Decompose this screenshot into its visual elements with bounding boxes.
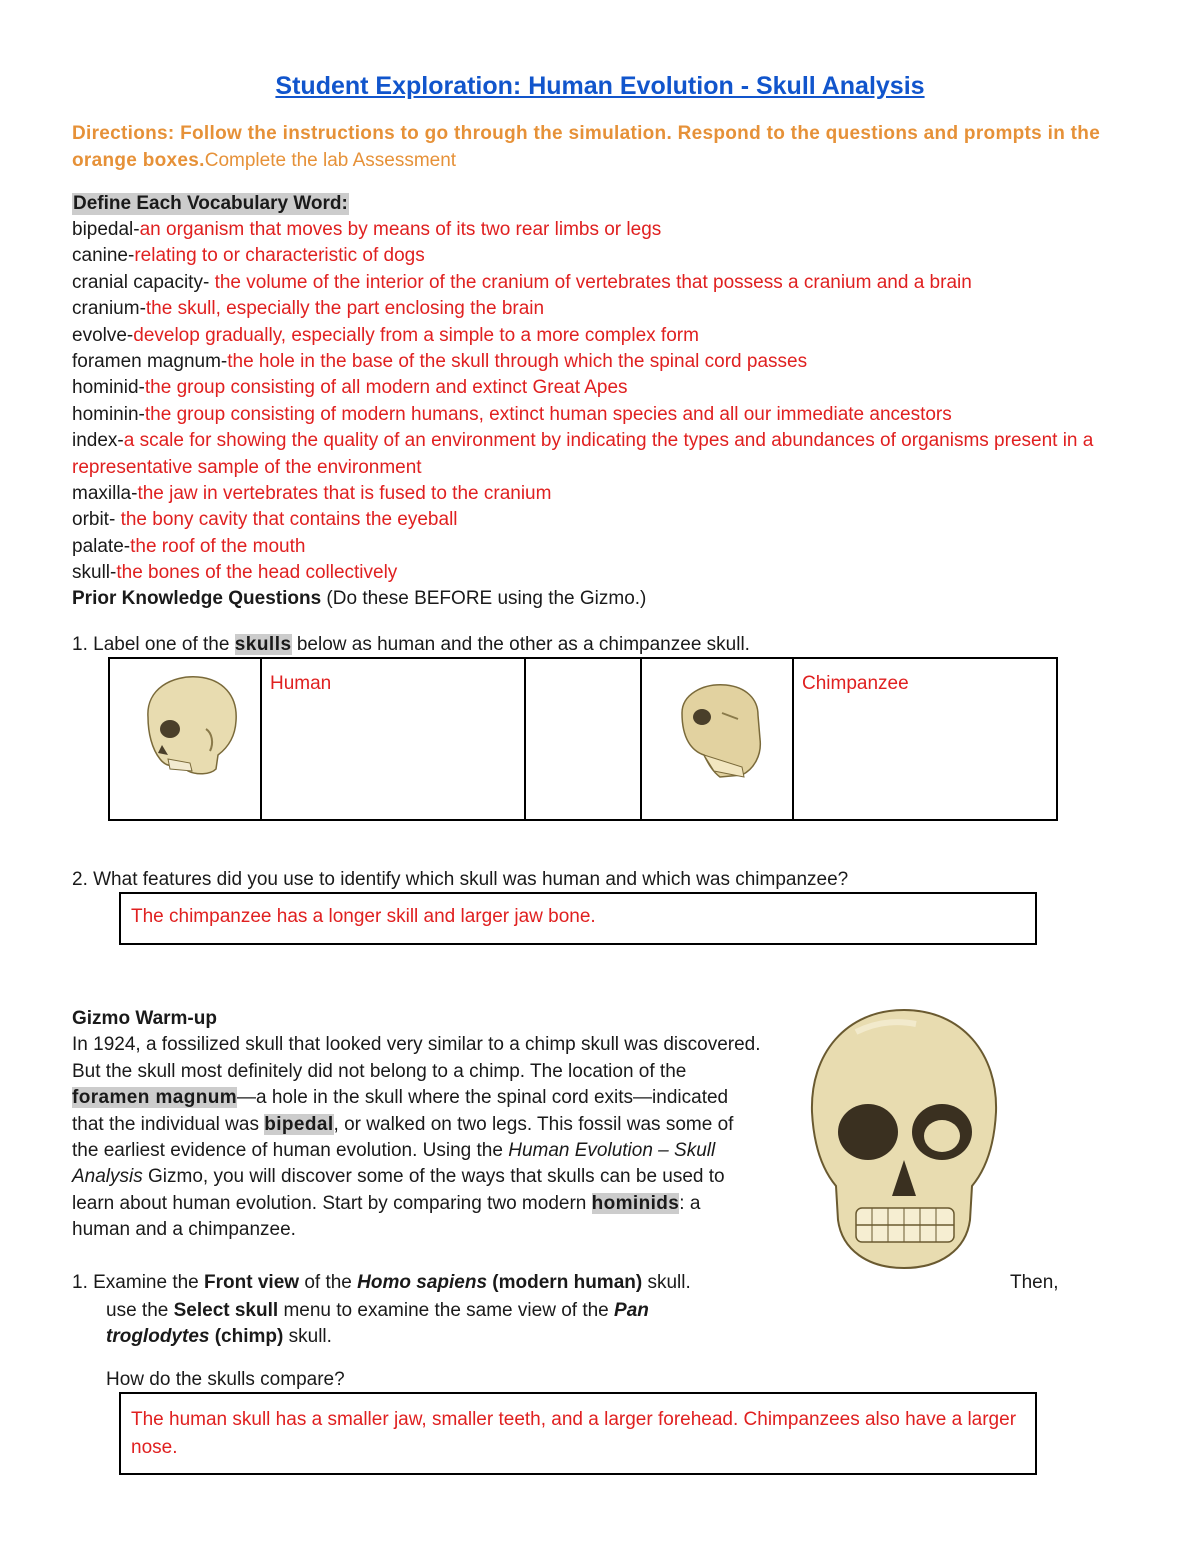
step-1-then: Then, (1010, 1272, 1059, 1293)
vocab-item: hominin-the group consisting of modern humans, extinct human species and all our immediate ancestors (72, 403, 952, 425)
answer-box-q2[interactable]: The chimpanzee has a longer skill and larger jaw bone. (119, 892, 1037, 945)
warmup-text: Gizmo Warm-up In 1924, a fossilized skull that looked very similar to a chimp skull was discovered. But the skull most definitely did not belong to a chimp. The location of the foramen magnum—a hole in the skull where the spinal cord exits—indicated that the individual was bipedal, or walked on two legs. This fossil was some of the earliest evidence of human evolution. Using the Human Evolution – Skull Analysis Gizmo, you will discover some of the ways that skulls can be used to learn about human evolution. Start by comparing two modern hominids: a human and a chimpanzee. (72, 1008, 761, 1241)
vocab-item: foramen magnum-the hole in the base of the skull through which the spinal cord passes (72, 351, 808, 373)
page-title: Student Exploration: Human Evolution - Skull Analysis (275, 72, 925, 100)
human-skull-side-icon (110, 659, 260, 805)
vocab-item: cranium-the skull, especially the part enclosing the brain (72, 298, 545, 320)
directions (72, 120, 1132, 174)
vocab-item: evolve-develop gradually, especially from a simple to a more complex form (72, 324, 699, 346)
question-2: 2. What features did you use to identify which skull was human and which was chimpanzee? (72, 869, 849, 890)
vocab-item: skull-the bones of the head collectively (72, 562, 398, 584)
vocab-item: cranial capacity- the volume of the interior of the cranium of vertebrates that possess a cranium and a brain (72, 271, 972, 293)
vocab-item: index-a scale for showing the quality of an environment by indicating the types and abundances of organisms present in a representative sample of the environment (72, 430, 1094, 478)
directions-normal: Complete the lab Assessment (204, 150, 457, 171)
empty-cell (525, 658, 641, 820)
warmup-heading: Gizmo Warm-up (72, 1008, 217, 1029)
answer-box-compare[interactable]: The human skull has a smaller jaw, smaller teeth, and a larger forehead. Chimpanzees also have a larger nose. (119, 1392, 1037, 1475)
chimp-skull-side-icon (642, 659, 792, 805)
vocab-item: maxilla-the jaw in vertebrates that is fused to the cranium (72, 483, 552, 505)
vocab-item: palate-the roof of the mouth (72, 535, 306, 557)
directions-bold: Directions: Follow the instructions to go through the simulation. Respond to the questions and prompts in the orange boxes. (72, 123, 1101, 171)
vocab-list (72, 217, 1152, 587)
compare-question: How do the skulls compare? (106, 1369, 345, 1390)
vocab-item: orbit- the bony cavity that contains the eyeball (72, 509, 458, 531)
step-1-line-2: use the Select skull menu to examine the same view of the Pan troglodytes (chimp) skull. (106, 1300, 649, 1348)
question-1: 1. Label one of the skulls below as human and the other as a chimpanzee skull. (72, 634, 750, 655)
vocab-heading: Define Each Vocabulary Word: (73, 193, 348, 214)
skull-label-table (108, 657, 1058, 821)
prior-knowledge-note: (Do these BEFORE using the Gizmo.) (321, 588, 647, 609)
vocab-item: canine-relating to or characteristic of dogs (72, 245, 425, 267)
human-skull-front-icon (796, 1002, 1012, 1272)
vocab-item: bipedal-an organism that moves by means of its two rear limbs or legs (72, 219, 662, 240)
chimp-label-cell[interactable]: Chimpanzee (793, 658, 1057, 820)
chimp-skull-cell (641, 658, 793, 820)
step-1-line-1: 1. Examine the Front view of the Homo sapiens (modern human) skull. (72, 1272, 691, 1293)
human-label-cell[interactable]: Human (261, 658, 525, 820)
human-skull-cell (109, 658, 261, 820)
prior-knowledge-heading: Prior Knowledge Questions (72, 588, 322, 609)
vocab-item: hominid-the group consisting of all modern and extinct Great Apes (72, 377, 628, 399)
prior-knowledge (72, 588, 646, 610)
